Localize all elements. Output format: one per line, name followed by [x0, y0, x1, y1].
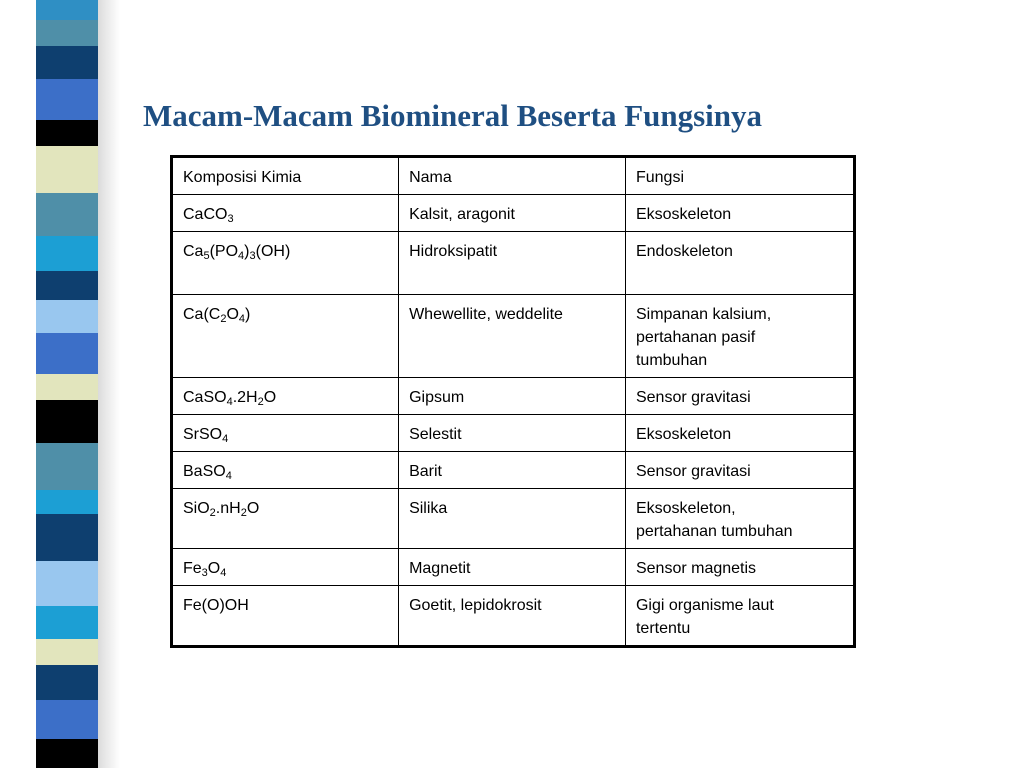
- formula-text: (PO: [209, 243, 239, 260]
- header-fungsi: Fungsi: [625, 157, 854, 195]
- formula-subscript: 2: [220, 313, 227, 325]
- formula-text: Fe: [183, 560, 202, 577]
- header-nama: Nama: [399, 157, 626, 195]
- cell-fungsi: [625, 489, 854, 549]
- cell-fungsi: [625, 415, 854, 452]
- stripe-segment: [36, 333, 98, 374]
- table-header-row: [172, 157, 855, 195]
- formula-subscript: 3: [249, 250, 256, 262]
- table-row: [172, 195, 855, 232]
- stripe-segment: [36, 79, 98, 120]
- formula-text: SiO: [183, 500, 210, 517]
- cell-komposisi-kimia: [172, 232, 399, 295]
- cell-nama: Goetit, lepidokrosit: [399, 586, 626, 647]
- stripe-segment: [36, 514, 98, 561]
- stripe-segment: [36, 300, 98, 333]
- formula-text: (OH): [255, 243, 291, 260]
- formula-text: CaCO: [183, 206, 228, 223]
- stripe-segment: [36, 739, 98, 768]
- stripe-segment: [36, 561, 98, 606]
- cell-komposisi-kimia: [172, 489, 399, 549]
- table-row: [172, 452, 855, 489]
- formula-text: O: [226, 306, 239, 323]
- formula-subscript: 4: [220, 567, 227, 579]
- table-row: [172, 549, 855, 586]
- cell-komposisi-kimia: [172, 415, 399, 452]
- cell-komposisi-kimia: [172, 378, 399, 415]
- stripe-segment: [36, 639, 98, 665]
- fungsi-line: Sensor gravitasi: [635, 389, 751, 406]
- stripe-segment: [36, 46, 98, 79]
- formula-text: Ca(C: [183, 306, 221, 323]
- stripe-segment: [36, 400, 98, 443]
- formula-subscript: 2: [240, 507, 247, 519]
- formula-text: ): [245, 306, 251, 323]
- cell-nama: Whewellite, weddelite: [399, 295, 626, 378]
- formula-text: ): [244, 243, 250, 260]
- stripe-segment: [36, 271, 98, 300]
- formula-subscript: 4: [238, 313, 246, 325]
- formula-text: CaSO: [183, 389, 227, 406]
- cell-nama: Kalsit, aragonit: [399, 195, 626, 232]
- decorative-stripe-bar: [36, 0, 98, 768]
- formula-subscript: 5: [203, 250, 210, 262]
- fungsi-line: pertahanan pasif: [635, 329, 756, 346]
- cell-fungsi: [625, 295, 854, 378]
- biomineral-table: [170, 155, 856, 648]
- header-komposisi-kimia: Komposisi Kimia: [172, 157, 399, 195]
- formula-subscript: 4: [238, 250, 245, 262]
- fungsi-line: Sensor gravitasi: [635, 463, 751, 480]
- formula-text: SrSO: [183, 426, 223, 443]
- table-row: [172, 232, 855, 295]
- fungsi-line: pertahanan tumbuhan: [635, 523, 793, 540]
- cell-nama: Selestit: [399, 415, 626, 452]
- stripe-segment: [36, 443, 98, 490]
- fungsi-line: Sensor magnetis: [635, 560, 757, 577]
- slide-title: Macam-Macam Biomineral Beserta Fungsinya: [143, 98, 763, 133]
- fungsi-line: Endoskeleton: [635, 243, 733, 260]
- cell-komposisi-kimia: [172, 549, 399, 586]
- cell-komposisi-kimia: [172, 586, 399, 647]
- formula-subscript: 3: [227, 213, 234, 225]
- cell-nama: Gipsum: [399, 378, 626, 415]
- formula-text: Ca: [183, 243, 204, 260]
- cell-komposisi-kimia: [172, 195, 399, 232]
- stripe-segment: [36, 146, 98, 193]
- table-row: [172, 415, 855, 452]
- cell-komposisi-kimia: [172, 295, 399, 378]
- stripe-segment: [36, 20, 98, 46]
- stripe-segment: [36, 120, 98, 146]
- table-row: [172, 489, 855, 549]
- table-row: [172, 295, 855, 378]
- fungsi-line: tertentu: [635, 620, 691, 637]
- table-row: [172, 378, 855, 415]
- fungsi-line: Eksoskeleton: [635, 206, 732, 223]
- stripe-segment: [36, 490, 98, 514]
- stripe-segment: [36, 0, 98, 20]
- table-row: [172, 586, 855, 647]
- table-body: [172, 195, 855, 647]
- formula-text: .2H: [232, 389, 258, 406]
- formula-subscript: 4: [222, 433, 229, 445]
- stripe-segment: [36, 606, 98, 639]
- cell-nama: Magnetit: [399, 549, 626, 586]
- formula-text: .nH: [215, 500, 241, 517]
- formula-text: Fe(O)OH: [183, 597, 249, 614]
- formula-text: O: [246, 500, 260, 517]
- cell-fungsi: [625, 549, 854, 586]
- stripe-segment: [36, 193, 98, 236]
- formula-text: BaSO: [183, 463, 226, 480]
- stripe-segment: [36, 700, 98, 739]
- formula-text: O: [263, 389, 277, 406]
- cell-fungsi: [625, 452, 854, 489]
- cell-fungsi: [625, 378, 854, 415]
- cell-fungsi: [625, 232, 854, 295]
- cell-fungsi: [625, 586, 854, 647]
- cell-komposisi-kimia: [172, 452, 399, 489]
- formula-subscript: 2: [257, 396, 264, 408]
- formula-subscript: 4: [225, 470, 232, 482]
- fungsi-line: Simpanan kalsium,: [635, 306, 772, 323]
- cell-nama: Hidroksipatit: [399, 232, 626, 295]
- fungsi-line: Eksoskeleton,: [635, 500, 736, 517]
- formula-subscript: 2: [209, 507, 216, 519]
- cell-fungsi: [625, 195, 854, 232]
- fungsi-line: tumbuhan: [635, 352, 708, 369]
- fungsi-line: Eksoskeleton: [635, 426, 732, 443]
- fungsi-line: Gigi organisme laut: [635, 597, 774, 614]
- stripe-segment: [36, 236, 98, 271]
- stripe-segment: [36, 665, 98, 700]
- cell-nama: Silika: [399, 489, 626, 549]
- cell-nama: Barit: [399, 452, 626, 489]
- formula-subscript: 4: [226, 396, 233, 408]
- stripe-segment: [36, 374, 98, 400]
- formula-text: O: [207, 560, 221, 577]
- formula-subscript: 3: [201, 567, 208, 579]
